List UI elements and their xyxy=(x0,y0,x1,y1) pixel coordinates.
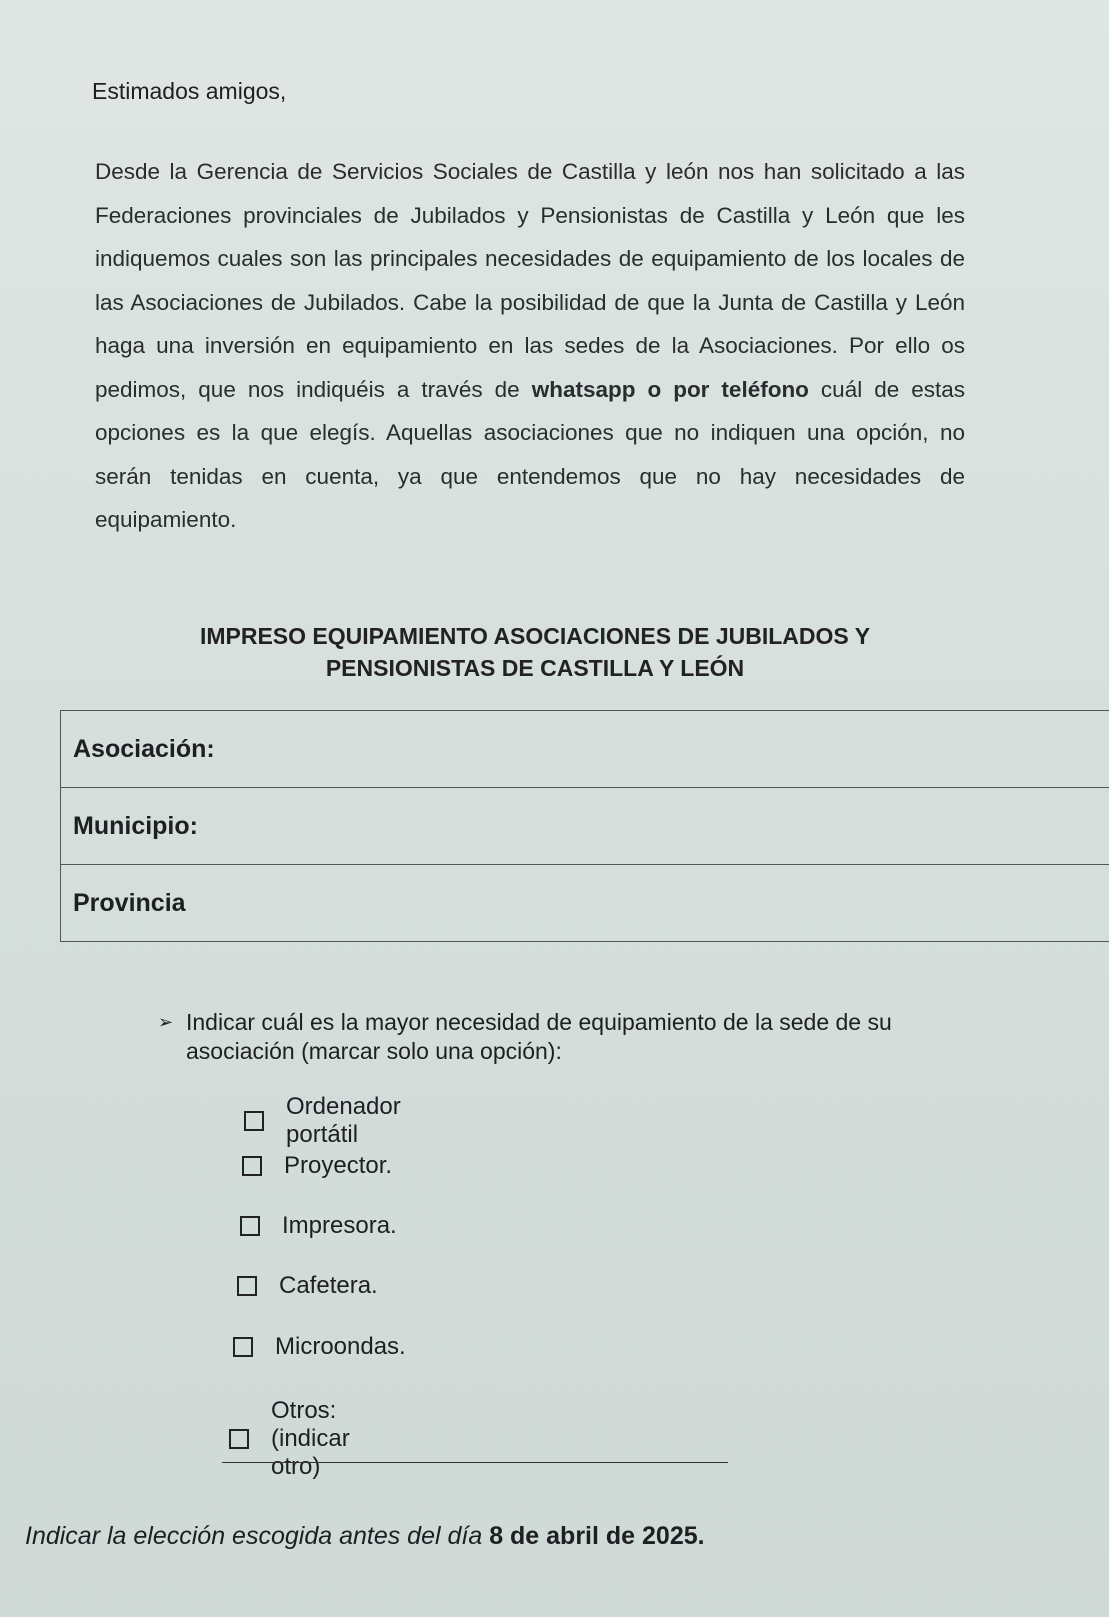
checkbox-icon[interactable] xyxy=(229,1429,249,1449)
option-otros[interactable] xyxy=(229,1397,350,1481)
option-label: Proyector. xyxy=(284,1152,393,1179)
option-label: Ordenador portátil xyxy=(286,1093,401,1148)
checkbox-icon[interactable] xyxy=(244,1111,264,1131)
greeting: Estimados amigos, xyxy=(92,78,287,104)
instruction-text: Indicar cuál es la mayor necesidad de equipamiento de la sede de su asociación (marcar solo una opción): xyxy=(186,1009,892,1064)
intro-paragraph xyxy=(95,150,965,542)
option-label: Otros: (indicar otro) xyxy=(271,1397,350,1480)
arrow-bullet-icon: ➢ xyxy=(158,1012,174,1032)
option-label: Impresora. xyxy=(282,1212,397,1239)
municipio-label: Municipio: xyxy=(73,811,198,840)
municipio-field[interactable] xyxy=(61,788,1109,865)
instruction xyxy=(158,1008,978,1066)
checkbox-icon[interactable] xyxy=(240,1216,260,1236)
form-title-line-2: PENSIONISTAS DE CASTILLA Y LEÓN xyxy=(325,655,745,681)
form-title xyxy=(120,620,950,684)
intro-text-end: cuál de estas opciones es la que elegís. Aquellas asociaciones que no indiquen una opción, no serán tenidas en cuenta, ya que entendemos que no hay necesidades de equipamiento. xyxy=(95,376,965,532)
form-title-line-1: IMPRESO EQUIPAMIENTO ASOCIACIONES DE JUBILADOS Y xyxy=(199,623,871,649)
option-label: Cafetera. xyxy=(279,1272,378,1299)
checkbox-icon[interactable] xyxy=(237,1276,257,1296)
provincia-label: Provincia xyxy=(73,888,186,917)
deadline-date: 8 de abril de 2025. xyxy=(489,1522,705,1550)
deadline-text: Indicar la elección escogida antes del día xyxy=(25,1522,490,1550)
asociacion-label: Asociación: xyxy=(73,734,215,763)
intro-text-bold: whatsapp o por teléfono xyxy=(531,376,809,402)
option-ordenador[interactable] xyxy=(244,1093,401,1149)
checkbox-icon[interactable] xyxy=(233,1337,253,1357)
other-answer-line[interactable] xyxy=(222,1462,728,1463)
option-microondas[interactable] xyxy=(233,1333,406,1361)
intro-text-start: Desde la Gerencia de Servicios Sociales de Castilla y león nos han solicitado a las Federaciones provinciales de Jubilados y Pensionistas de Castilla y León que les indiquemos cuales son las principales necesidades de equipamiento de los locales de las Asociaciones de Jubilados. Cabe la posibilidad de que la Junta de Castilla y León haga una inversión en equipamiento en las sedes de la Asociaciones. Por ello os pedimos, que nos indiquéis a través de xyxy=(95,159,965,402)
provincia-field[interactable] xyxy=(61,865,1109,942)
checkbox-icon[interactable] xyxy=(242,1156,262,1176)
association-fields-table xyxy=(60,710,1109,942)
option-cafetera[interactable] xyxy=(237,1272,378,1300)
asociacion-field[interactable] xyxy=(61,711,1109,788)
option-label: Microondas. xyxy=(275,1333,406,1360)
option-proyector[interactable] xyxy=(242,1152,392,1180)
option-impresora[interactable] xyxy=(240,1212,397,1240)
deadline-note xyxy=(25,1522,705,1551)
